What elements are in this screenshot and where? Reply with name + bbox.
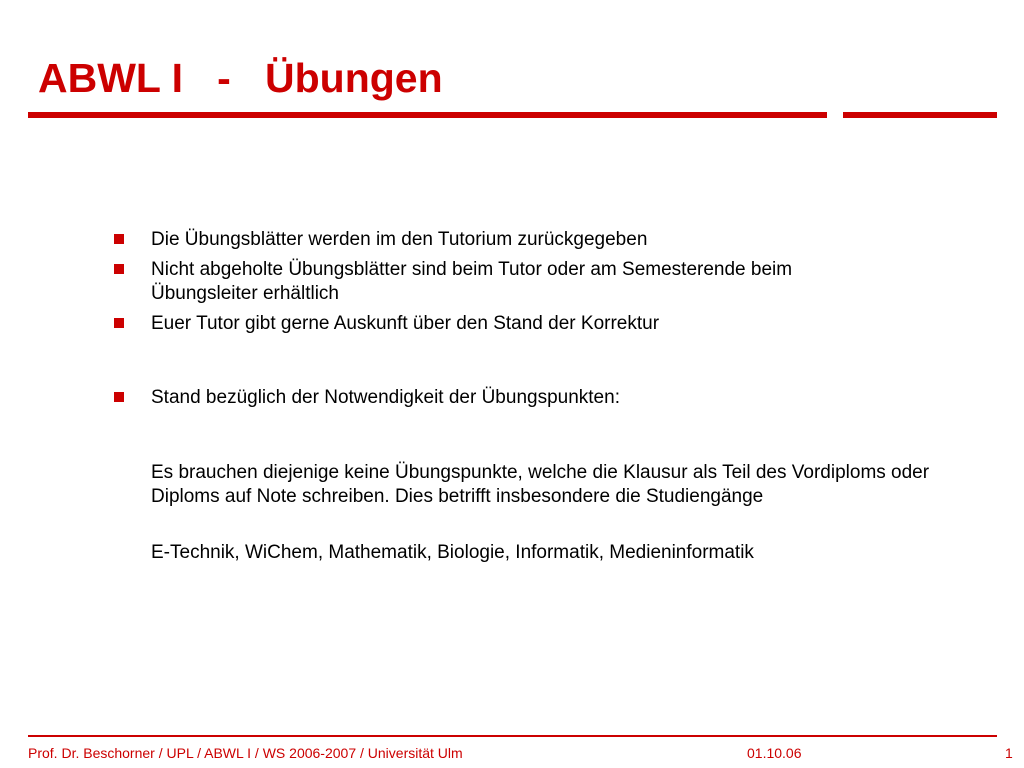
footer-date: 01.10.06 [747, 745, 802, 761]
bullet-item [114, 228, 914, 252]
bullet-item [114, 258, 871, 306]
square-bullet-icon [114, 264, 124, 274]
square-bullet-icon [114, 234, 124, 244]
footer-author: Prof. Dr. Beschorner / UPL / ABWL I / WS 2006-2007 / Universität Ulm [28, 745, 463, 761]
title-underline [28, 112, 827, 118]
bullet-text: Euer Tutor gibt gerne Auskunft über den Stand der Korrektur [151, 313, 660, 334]
bullet-item [114, 386, 914, 410]
square-bullet-icon [114, 392, 124, 402]
bullet-text: Die Übungsblätter werden im den Tutorium zurückgegeben [151, 229, 648, 250]
bullet-item [114, 312, 914, 336]
footer-divider [28, 735, 997, 737]
bullet-text: Stand bezüglich der Notwendigkeit der Übungspunkten: [151, 387, 620, 408]
title-underline-accent [843, 112, 997, 118]
slide-title: ABWL I - Übungen [38, 55, 443, 101]
study-programs-list: E-Technik, WiChem, Mathematik, Biologie, Informatik, Medieninformatik [151, 542, 754, 563]
explanation-paragraph: Es brauchen diejenige keine Übungspunkte, welche die Klausur als Teil des Vordiploms oder Diploms auf Note schreiben. Dies betrifft insbesondere die Studiengänge [151, 462, 930, 507]
page-number: 1 [1005, 745, 1013, 761]
bullet-list [114, 228, 914, 416]
bullet-text: Nicht abgeholte Übungsblätter sind beim Tutor oder am Semesterende beim Übungsleiter erhältlich [151, 259, 793, 304]
square-bullet-icon [114, 318, 124, 328]
